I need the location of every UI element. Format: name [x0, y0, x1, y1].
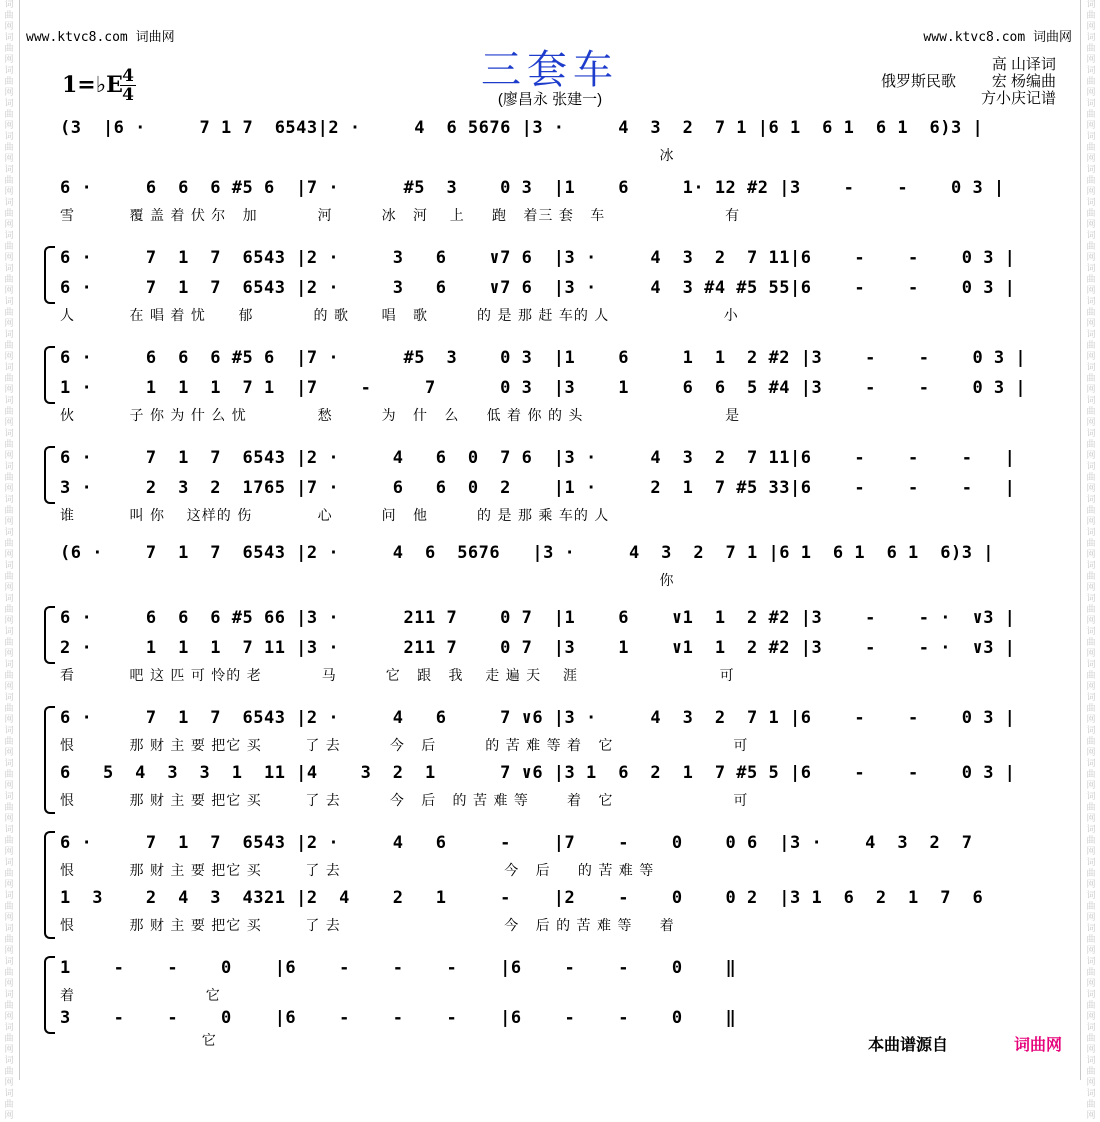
lyric-line: 冰: [60, 148, 675, 164]
notation-row-final: 1 - - 0 |6 - - - |6 - - 0 ‖: [60, 958, 737, 978]
lyric-line: 它: [60, 1033, 217, 1049]
notation-row-interlude: (6 · 7 1 7 6543 |2 · 4 6 5676 |3 · 4 3 2 7 1 |6 1 6 1 6 1 6)3 |: [60, 543, 994, 563]
system-brace: [44, 446, 55, 504]
notation-row: 6 · 7 1 7 6543 |2 · 3 6 ∨7 6 |3 · 4 3 #4 #5 55|6 - - 0 3 |: [60, 278, 1016, 298]
lyric-line: 你: [60, 573, 675, 589]
song-title: 三套车: [481, 47, 619, 93]
notation-row: 6 · 7 1 7 6543 |2 · 4 6 0 7 6 |3 · 4 3 2 7 11|6 - - - |: [60, 448, 1016, 468]
notation-row: 6 · 7 1 7 6543 |2 · 3 6 ∨7 6 |3 · 4 3 2 7 11|6 - - 0 3 |: [60, 248, 1016, 268]
notation-row: 3 · 2 3 2 1765 |7 · 6 6 0 2 |1 · 2 1 7 #5 33|6 - - - |: [60, 478, 1016, 498]
page-edge-left: [19, 0, 20, 1080]
notation-row: 6 · 7 1 7 6543 |2 · 4 6 - |7 - 0 0 6 |3 · 4 3 2 7: [60, 833, 1005, 853]
notation-row-final: 3 - - 0 |6 - - - |6 - - 0 ‖: [60, 1008, 737, 1028]
lyric-line: 人 在 唱 着 忧 郁 的 歌 唱 歌 的 是 那 赶 车的 人 小: [60, 308, 739, 324]
watermark-strip-left: 词曲网词曲网词曲网词曲网词曲网词曲网词曲网词曲网词曲网词曲网词曲网词曲网词曲网词曲网词曲网词曲网词曲网词曲网词曲网词曲网词曲网词曲网词曲网词曲网词曲网词曲网词曲网词曲网词曲网词曲网词曲网词曲网词曲网词曲网: [4, 0, 14, 1121]
system-brace: [44, 606, 55, 664]
lyric-line: 恨 那 财 主 要 把它 买 了 去 今 后 的 苦 难 等 着 它 可: [60, 738, 749, 754]
watermark-strip-right: 词曲网词曲网词曲网词曲网词曲网词曲网词曲网词曲网词曲网词曲网词曲网词曲网词曲网词曲网词曲网词曲网词曲网词曲网词曲网词曲网词曲网词曲网词曲网词曲网词曲网词曲网词曲网词曲网词曲网词曲网词曲网词曲网词曲网词曲网: [1086, 0, 1096, 1121]
lyric-line: 看 吧 这 匹 可 怜的 老 马 它 跟 我 走 遍 天 涯 可: [60, 668, 735, 684]
system-brace: [44, 246, 55, 304]
lyric-line: 恨 那 财 主 要 把它 买 了 去 今 后 的 苦 难 等 着: [60, 918, 675, 934]
site-url-right: www.ktvc8.com 词曲网: [923, 30, 1072, 45]
notation-row-intro: (3 |6 · 7 1 7 6543|2 · 4 6 5676 |3 · 4 3 2 7 1 |6 1 6 1 6 1 6)3 |: [60, 118, 984, 138]
notation-row: 1 3 2 4 3 4321 |2 4 2 1 - |2 - 0 0 2 |3 1 6 2 1 7 6: [60, 888, 1005, 908]
source-label: 本曲谱源自: [868, 1037, 949, 1054]
page-edge-right: [1080, 0, 1081, 1080]
credits: [880, 56, 1056, 107]
lyric-line: 着 它: [60, 988, 221, 1004]
system-brace: [44, 706, 55, 814]
lyric-line: 谁 叫 你 这样的 伤 心 问 他 的 是 那 乘 车的 人: [60, 508, 610, 524]
system-brace: [44, 346, 55, 404]
notation-row: 6 · 6 6 6 #5 6 |7 · #5 3 0 3 |1 6 1 1 2 #2 |3 - - 0 3 |: [60, 348, 1027, 368]
source-brand-link[interactable]: 词曲网: [1014, 1037, 1063, 1054]
notation-row: 1 · 1 1 1 7 1 |7 - 7 0 3 |3 1 6 6 5 #4 |3 - - 0 3 |: [60, 378, 1027, 398]
key-signature: 1=♭E: [62, 72, 123, 98]
notation-row: 6 · 7 1 7 6543 |2 · 4 6 7 ∨6 |3 · 4 3 2 7 1 |6 - - 0 3 |: [60, 708, 1016, 728]
notation-row: 6 5 4 3 3 1 11 |4 3 2 1 7 ∨6 |3 1 6 2 1 7 #5 5 |6 - - 0 3 |: [60, 763, 1016, 783]
lyric-line: 恨 那 财 主 要 把它 买 了 去 今 后 的 苦 难 等: [60, 863, 655, 879]
lyric-line: 恨 那 财 主 要 把它 买 了 去 今 后 的 苦 难 等 着 它 可: [60, 793, 749, 809]
notation-row: 6 · 6 6 6 #5 66 |3 · 211 7 0 7 |1 6 ∨1 1 2 #2 |3 - - · ∨3 |: [60, 608, 1016, 628]
performers-subtitle: (廖昌永 张建一): [497, 91, 603, 108]
transcriber-credit: 方小庆记谱: [980, 90, 1056, 107]
notation-row: 6 · 6 6 6 #5 6 |7 · #5 3 0 3 |1 6 1· 12 #2 |3 - - 0 3 |: [60, 178, 1005, 198]
time-signature: [120, 68, 136, 103]
arranger-credit: 宏 杨编曲: [991, 73, 1056, 90]
site-url-left: www.ktvc8.com 词曲网: [26, 30, 175, 45]
lyric-line: 雪 覆 盖 着 伏 尔 加 河 冰 河 上 跑 着三 套 车 有: [60, 208, 741, 224]
system-brace: [44, 831, 55, 939]
meter-top: 4: [122, 66, 134, 86]
lyric-line: 伙 子 你 为 什 么 忧 愁 为 什 么 低 着 你 的 头 是: [60, 408, 741, 424]
system-brace: [44, 956, 55, 1034]
genre-label: 俄罗斯民歌: [880, 73, 956, 90]
lyricist-credit: 高 山译词: [991, 56, 1056, 73]
meter-bottom: 4: [122, 85, 134, 105]
notation-row: 2 · 1 1 1 7 11 |3 · 211 7 0 7 |3 1 ∨1 1 2 #2 |3 - - · ∨3 |: [60, 638, 1016, 658]
